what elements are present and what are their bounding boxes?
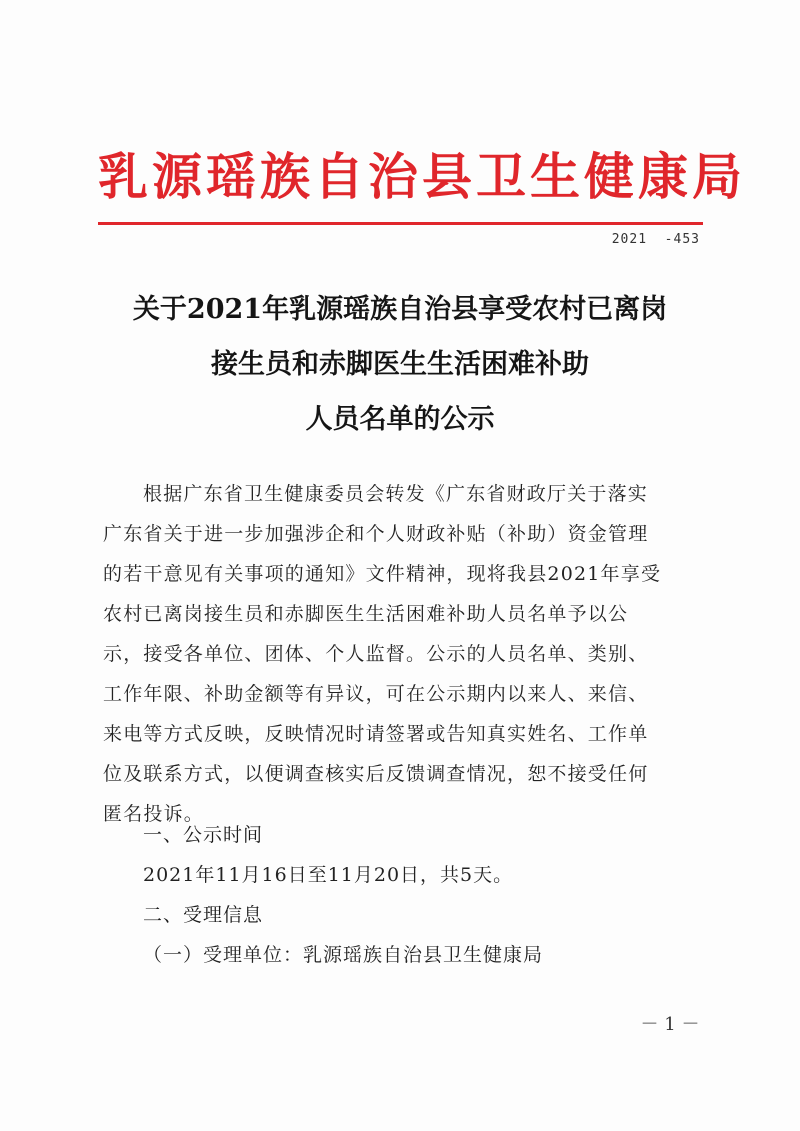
- document-title-line-1: 关于2021年乳源瑶族自治县享受农村已离岗: [132, 294, 668, 325]
- body-line: 示，接受各单位、团体、个人监督。公示的人员名单、类别、: [103, 643, 649, 665]
- page-number: － 1 －: [640, 1014, 700, 1035]
- document-title-line-3: 人员名单的公示: [305, 404, 495, 435]
- section-heading-acceptance-info: 二、受理信息: [143, 904, 264, 926]
- document-number: 2021 -453: [611, 232, 700, 247]
- body-line: 工作年限、补助金额等有异议，可在公示期内以来人、来信、: [103, 683, 649, 705]
- section-heading-publicity-period: 一、公示时间: [143, 824, 264, 846]
- body-line: 位及联系方式，以便调查核实后反馈调查情况，恕不接受任何: [103, 763, 649, 785]
- document-title-line-2: 接生员和赤脚医生生活困难补助: [211, 349, 589, 380]
- body-line: 匿名投诉。: [103, 803, 205, 825]
- body-line: 的若干意见有关事项的通知》文件精神，现将我县2021年享受: [103, 563, 662, 585]
- body-line: 农村已离岗接生员和赤脚医生生活困难补助人员名单予以公: [103, 603, 629, 625]
- document-title: [100, 282, 700, 447]
- body-line: 来电等方式反映，反映情况时请签署或告知真实姓名、工作单: [103, 723, 649, 745]
- publicity-period-text: 2021年11月16日至11月20日，共5天。: [143, 864, 514, 886]
- issuing-organization-title: 乳源瑶族自治县卫生健康局: [98, 147, 746, 206]
- body-paragraph: [103, 474, 703, 834]
- body-line: 根据广东省卫生健康委员会转发《广东省财政厅关于落实: [143, 483, 649, 505]
- body-line: 广东省关于进一步加强涉企和个人财政补贴（补助）资金管理: [103, 523, 649, 545]
- acceptance-unit-text: （一）受理单位：乳源瑶族自治县卫生健康局: [143, 944, 544, 966]
- red-header-rule: [98, 222, 703, 225]
